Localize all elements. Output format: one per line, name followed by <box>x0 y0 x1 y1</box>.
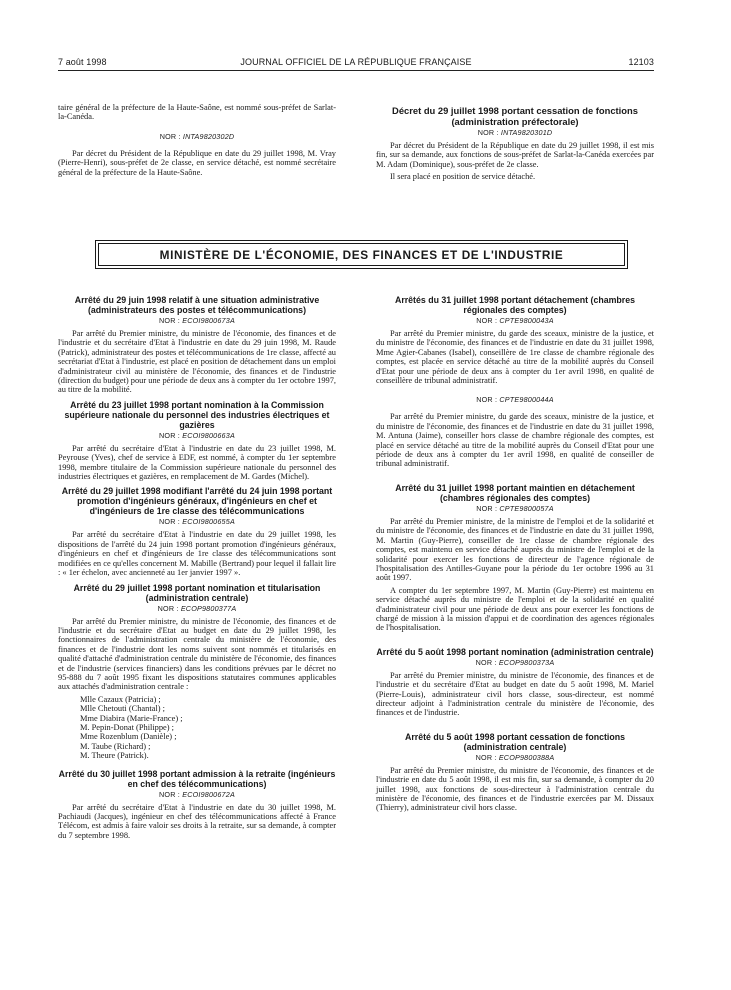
arrete-paragraph: Par arrêté du secrétaire d'Etat à l'industrie en date du 29 juillet 1998, les dispositions de l'arrêté du 24 juin 1998 portant promotion d'ingénieurs généraux, d'ingénieurs en chef et d'ingénieurs de 1re classe des télécommunications sont modifiées en ce qu'elles concernent M. Mabille (Bertrand) pour lequel il fallait lire : « 1er échelon, avec ancienneté au 1er janvier 1997 ». <box>58 530 336 578</box>
arrete-section <box>376 732 654 813</box>
arrete-paragraph: Par arrêté du Premier ministre, du ministre de l'économie, des finances et de l'industrie et du secrétaire d'Etat au budget en date du 5 août 1998, M. Mariel (Pierre-Louis), administrateur civil hors classe, sous-directeur, est nommé directeur adjoint à l'administration centrale du ministère de l'économie, des finances et de l'industrie. <box>376 670 654 718</box>
nor-code: ECOP9800377A <box>180 603 237 613</box>
nor-label: NOR : <box>159 131 181 141</box>
header-page-number: 12103 <box>628 57 654 67</box>
arrete-title: Arrêté du 29 juillet 1998 portant nomination et titularisation (administration centrale) <box>73 582 321 603</box>
top-left-paragraph-1: taire général de la préfecture de la Haute-Saône, est nommé sous-préfet de Sarlat-la-Canéda. <box>58 103 336 122</box>
nor-code: INTA9820302D <box>182 131 235 141</box>
nor-label: NOR : <box>476 395 498 405</box>
nor-code: CPTE9800044A <box>499 395 554 405</box>
list-item: M. Taube (Richard) ; <box>80 741 151 751</box>
arrete-section <box>58 583 336 761</box>
arrete-paragraph: Par arrêté du Premier ministre, du ministre de l'économie, des finances et de l'industrie et du secrétaire d'Etat au budget en date du 29 juillet 1998, les fonctionnaires de l'administration centrale du ministère de l'économie, des finances et de l'industrie dont les noms suivent sont nommés et titularisés en qualité d'attaché d'administration centrale du ministère de l'économie, des finances et de l'industrie (services financiers) dans les conditions prévues par le décret no 95-888 du 7 août 1995 fixant les dispositions statutaires communes applicables aux attachés d'administration centrale : <box>58 616 336 692</box>
nor-reference <box>58 316 336 325</box>
nor-code: INTA9820301D <box>500 128 553 137</box>
list-item: Mlle Cazaux (Patricia) ; <box>80 694 161 704</box>
nor-reference <box>376 395 654 404</box>
nor-reference <box>376 316 654 325</box>
arrete-paragraph: Par arrêté du Premier ministre, du garde des sceaux, ministre de la justice, et du ministre de l'économie, des finances et de l'industrie en date du 31 juillet 1998, Mme Agier-Cabanes (Isabel), conseillère de 1re classe de chambre régionale des comptes, est placée en service détaché au titre de la mobilité auprès du Conseil d'Etat pour une période de deux ans à compter du 1er avril 1998, en qualité de conseillère de tribunal administratif. <box>376 329 654 386</box>
arrete-paragraph: Par arrêté du Premier ministre, du garde des sceaux, ministre de la justice, et du ministre de l'économie, des finances et de l'industrie en date du 31 juillet 1998, M. Antuna (Jaime), conseiller hors classe de chambre régionale des comptes, est placé en service détaché au titre de la mobilité auprès du Conseil d'Etat pour une période de deux ans à compter du 1er avril 1998, en qualité de conseiller de tribunal administratif. <box>376 412 654 469</box>
header-date: 7 août 1998 <box>58 57 107 67</box>
nor-code: CPTE9800057A <box>499 503 554 513</box>
arrete-title: Arrêtés du 31 juillet 1998 portant détachement (chambres régionales des comptes) <box>394 295 636 315</box>
arrete-paragraph: Par arrêté du Premier ministre, du ministre de l'économie, des finances et de l'industrie et du secrétaire d'Etat à l'industrie en date du 29 juin 1998, M. Raude (Patrick), administrateur des postes et télécommunications de 1re classe, affecté au secrétariat d'Etat à l'industrie, est placé en position de détachement dans un emploi d'administrateur civil au ministère de l'économie, des finances et de l'industrie (direction du budget) pour une période de deux ans à compter du 1er octobre 1997, au titre de la mobilité. <box>58 329 336 395</box>
nor-label: NOR : <box>475 657 497 667</box>
nor-label: NOR : <box>159 316 180 325</box>
arrete-section <box>58 769 336 841</box>
arrete-title: Arrêté du 29 juin 1998 relatif à une situation administrative (administrateurs des postes et télécommunications) <box>74 295 320 315</box>
nor-label: NOR : <box>477 128 499 137</box>
nor-code: ECOI9800655A <box>182 517 235 527</box>
arrete-paragraph: Par arrêté du Premier ministre, du ministre de l'économie, des finances et de l'industrie en date du 5 août 1998, il est mis fin, sur sa demande, à compter du 20 juillet 1998, aux fonctions de sous-directeur à l'administration centrale du ministère de l'économie, des finances et de l'industrie exercées par M. Dissaux (Thierry), administrateur civil hors classe. <box>376 765 654 813</box>
nor-reference <box>376 658 654 667</box>
nor-code: CPTE9800043A <box>499 316 554 325</box>
top-left-column <box>58 103 336 180</box>
nor-label: NOR : <box>476 503 498 513</box>
arrete-section <box>58 400 336 482</box>
arrete-section <box>58 295 336 395</box>
nor-code: ECOP9800373A <box>498 657 555 667</box>
nor-code: ECOI9800663A <box>182 430 235 440</box>
top-left-paragraph-2: Par décret du Président de la République en date du 29 juillet 1998, M. Vray (Pierre-Henri), sous-préfet de 2e classe, en service détaché, est nommé secrétaire général de la préfecture de la Haute-Saône. <box>58 148 336 177</box>
arrete-title: Arrêté du 31 juillet 1998 portant maintien en détachement (chambres régionales des comptes) <box>395 482 635 503</box>
list-item: Mme Rozenblum (Danièle) ; <box>80 732 177 742</box>
nor-label: NOR : <box>159 430 180 440</box>
list-item: Mlle Chetouti (Chantal) ; <box>80 704 165 714</box>
decree-paragraph: Par décret du Président de la République en date du 29 juillet 1998, il est mis fin, sur sa demande, aux fonctions de sous-préfet de Sarlat-la-Canéda exercées par M. Adam (Dominique), sous-préfet de 2e classe. <box>376 141 654 169</box>
arrete-paragraph: Par arrêté du secrétaire d'Etat à l'industrie en date du 30 juillet 1998, M. Pachiaudi (Jacques), ingénieur en chef des télécommunications affecté à France Télécom, est admis à faire valoir ses droits à la retraite, sur sa demande, à compter du 7 septembre 1998. <box>58 802 336 840</box>
arrete-section <box>58 486 336 577</box>
nor-reference <box>58 517 336 526</box>
arrete-paragraph: A compter du 1er septembre 1997, M. Martin (Guy-Pierre) est maintenu en service détaché auprès du ministre de l'emploi et de la solidarité en qualité d'administrateur civil pour une période de deux ans pour exercer les fonctions de chargé de mission à la mission d'appui et de coordination des agences régionales de l'hospitalisation. <box>376 585 654 633</box>
arrete-title: Arrêté du 30 juillet 1998 portant admission à la retraite (ingénieurs en chef des télécommunications) <box>58 768 336 789</box>
decree-title: Décret du 29 juillet 1998 portant cessation de fonctions (administration préfectorale) <box>392 105 638 127</box>
top-right-column <box>376 105 654 185</box>
left-column <box>58 295 336 843</box>
nor-code: ECOI9800673A <box>182 316 235 325</box>
arrete-section <box>376 295 654 469</box>
nor-code: ECOI9800672A <box>182 789 235 799</box>
arrete-paragraph: Par arrêté du secrétaire d'Etat à l'industrie en date du 23 juillet 1998, M. Peyrouse (Yves), chef de service à EDF, est nommé, à compter du 1er septembre 1998, membre titulaire de la Commission supérieure nationale du personnel des industries électriques et gazières, en remplacement de M. Gardes (Michel). <box>58 443 336 482</box>
arrete-section <box>376 647 654 718</box>
arrete-title: Arrêté du 5 août 1998 portant nomination (administration centrale) <box>376 646 654 657</box>
nor-label: NOR : <box>476 316 498 325</box>
nor-reference <box>58 604 336 613</box>
nor-code: ECOP9800388A <box>498 752 555 762</box>
header-journal-title: JOURNAL OFFICIEL DE LA RÉPUBLIQUE FRANÇAISE <box>240 57 472 67</box>
arrete-paragraph: Par arrêté du Premier ministre, de la ministre de l'emploi et de la solidarité et du ministre de l'économie, des finances et de l'industrie en date du 31 juillet 1998, M. Martin (Guy-Pierre), conseiller de 1re classe de chambre régionale des comptes, est maintenu en service détaché auprès du ministre de l'emploi et de la solidarité pour exercer les fonctions de directeur de l'agence régionale de l'hospitalisation des Antilles-Guyane pour la période du 1er octobre 1996 au 31 août 1997. <box>376 516 654 583</box>
list-item: Mme Diabira (Marie-France) ; <box>80 713 183 723</box>
arrete-title: Arrêté du 23 juillet 1998 portant nomination à la Commission supérieure nationale du personnel des industries électriques et gazières <box>64 399 330 430</box>
nor-reference <box>58 790 336 799</box>
decree-paragraph: Il sera placé en position de service détaché. <box>390 172 536 182</box>
nor-label: NOR : <box>157 603 179 613</box>
ministry-heading: MINISTÈRE DE L'ÉCONOMIE, DES FINANCES ET DE L'INDUSTRIE <box>98 243 625 266</box>
nor-label: NOR : <box>475 752 497 762</box>
nor-label: NOR : <box>159 517 180 527</box>
nor-reference <box>58 132 336 141</box>
right-column <box>376 295 654 816</box>
page-header <box>58 57 654 71</box>
arrete-section <box>376 483 654 633</box>
nor-reference <box>376 753 654 762</box>
list-item: M. Pepin-Donat (Philippe) ; <box>80 722 174 732</box>
nor-reference <box>376 504 654 513</box>
arrete-title: Arrêté du 5 août 1998 portant cessation de fonctions (administration centrale) <box>405 731 625 752</box>
nor-reference <box>58 431 336 440</box>
list-item: M. Theure (Patrick). <box>80 751 149 761</box>
nor-label: NOR : <box>159 789 180 799</box>
header-rule <box>58 70 654 71</box>
arrete-title: Arrêté du 29 juillet 1998 modifiant l'arrêté du 24 juin 1998 portant promotion d'ingénieurs généraux, d'ingénieurs en chef et d'ingénieurs de 1re classe des télécommunications <box>61 486 333 517</box>
nor-reference <box>376 128 654 137</box>
name-list <box>58 695 336 761</box>
